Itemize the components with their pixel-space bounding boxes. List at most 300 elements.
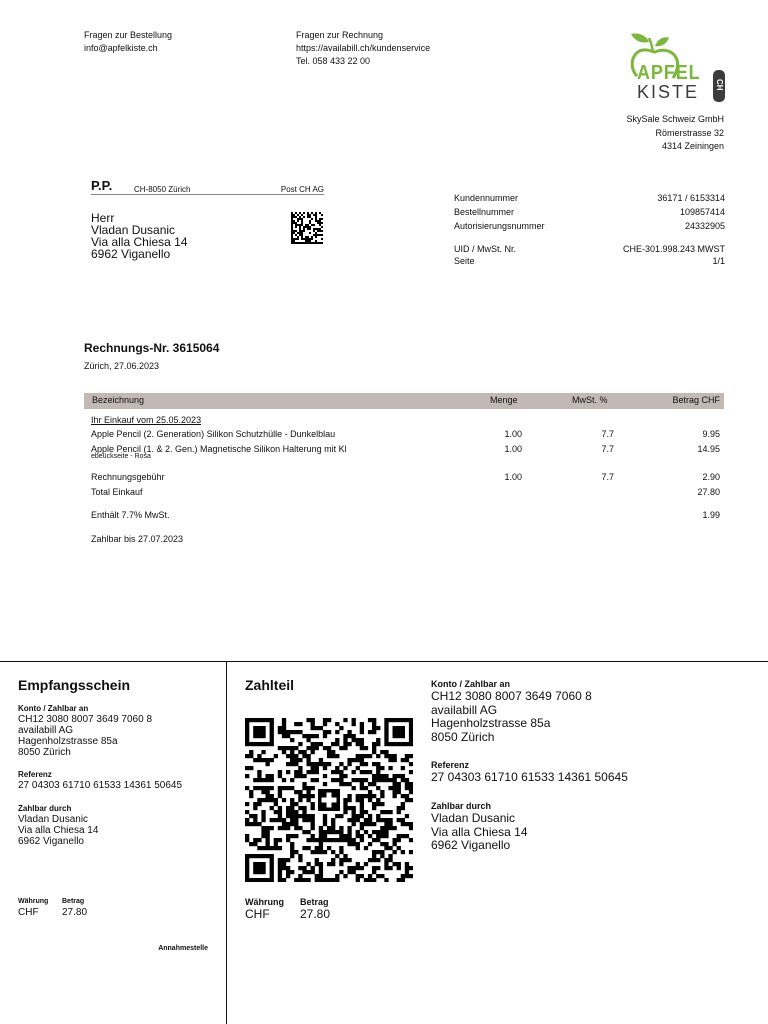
receipt-currency-value: CHF xyxy=(18,907,39,918)
qr-module xyxy=(368,818,372,822)
datamatrix-module xyxy=(321,238,323,240)
invoice-contact-url[interactable]: https://availabill.ch/kundenservice xyxy=(296,43,431,53)
datamatrix-module xyxy=(313,230,315,232)
qr-module xyxy=(339,834,343,838)
qr-module xyxy=(364,878,368,882)
qr-module xyxy=(253,822,257,826)
qr-module xyxy=(270,734,274,738)
qr-module xyxy=(384,842,388,846)
qr-module xyxy=(306,762,310,766)
qr-module xyxy=(397,782,401,786)
qr-module xyxy=(270,786,274,790)
qr-module xyxy=(327,730,331,734)
qr-module xyxy=(282,858,286,862)
datamatrix-module xyxy=(313,228,315,230)
qr-module xyxy=(327,846,331,850)
payment-title: Zahlteil xyxy=(245,677,295,693)
qr-module xyxy=(343,838,347,842)
qr-module xyxy=(368,814,372,818)
item-amount: 9.95 xyxy=(702,429,720,439)
datamatrix-module xyxy=(301,236,303,238)
qr-module xyxy=(261,778,265,782)
qr-module xyxy=(270,826,274,830)
qr-module xyxy=(376,770,380,774)
qr-module xyxy=(388,754,392,758)
qr-module xyxy=(265,762,269,766)
qr-module xyxy=(257,778,261,782)
qr-module xyxy=(388,742,392,746)
qr-module xyxy=(372,866,376,870)
qr-module xyxy=(290,806,294,810)
datamatrix-module xyxy=(291,224,293,226)
qr-module xyxy=(327,878,331,882)
qr-module xyxy=(302,750,306,754)
payment-payer-label: Zahlbar durch xyxy=(431,801,492,811)
qr-module xyxy=(376,786,380,790)
qr-module xyxy=(278,806,282,810)
qr-module xyxy=(380,778,384,782)
qr-module xyxy=(261,878,265,882)
qr-module xyxy=(302,786,306,790)
qr-module xyxy=(311,866,315,870)
datamatrix-module xyxy=(307,238,309,240)
datamatrix-module xyxy=(291,242,293,244)
datamatrix-module xyxy=(303,238,305,240)
datamatrix-module xyxy=(315,228,317,230)
postage-post: Post CH AG xyxy=(280,185,324,194)
qr-module xyxy=(315,746,319,750)
datamatrix-module xyxy=(305,242,307,244)
qr-module xyxy=(306,734,310,738)
qr-module xyxy=(294,822,298,826)
qr-module xyxy=(331,838,335,842)
datamatrix-module xyxy=(305,226,307,228)
qr-module xyxy=(384,834,388,838)
datamatrix-module xyxy=(299,226,301,228)
qr-module xyxy=(388,778,392,782)
qr-module xyxy=(405,718,409,722)
qr-module xyxy=(270,874,274,878)
qr-module xyxy=(352,786,356,790)
qr-module xyxy=(331,754,335,758)
qr-module xyxy=(249,854,253,858)
qr-module xyxy=(409,726,413,730)
qr-module xyxy=(360,834,364,838)
qr-module xyxy=(253,814,257,818)
qr-module xyxy=(384,742,388,746)
meta-value-auth: 24332905 xyxy=(684,221,725,231)
datamatrix-module xyxy=(319,212,321,214)
col-header-qty: Menge xyxy=(490,395,518,405)
order-contact-email[interactable]: info@apfelkiste.ch xyxy=(84,43,158,53)
datamatrix-module xyxy=(291,212,293,214)
qr-module xyxy=(356,758,360,762)
qr-module xyxy=(376,766,380,770)
qr-module xyxy=(323,722,327,726)
qr-module xyxy=(306,718,310,722)
qr-module xyxy=(372,858,376,862)
qr-module xyxy=(311,746,315,750)
qr-module xyxy=(397,818,401,822)
qr-module xyxy=(319,838,323,842)
qr-module xyxy=(372,794,376,798)
qr-module xyxy=(286,870,290,874)
qr-module xyxy=(372,778,376,782)
qr-module xyxy=(319,742,323,746)
qr-module xyxy=(409,850,413,854)
qr-module xyxy=(380,750,384,754)
qr-module xyxy=(384,858,388,862)
qr-module xyxy=(384,822,388,826)
qr-module xyxy=(302,818,306,822)
datamatrix-module xyxy=(293,230,295,232)
qr-module xyxy=(319,826,323,830)
qr-module xyxy=(360,794,364,798)
receipt-currency-label: Währung xyxy=(18,898,49,905)
apfelkiste-logo xyxy=(625,28,725,104)
qr-module xyxy=(270,722,274,726)
qr-module xyxy=(405,786,409,790)
qr-module xyxy=(298,806,302,810)
qr-module xyxy=(352,838,356,842)
qr-module xyxy=(339,838,343,842)
qr-module xyxy=(384,846,388,850)
datamatrix-module xyxy=(299,212,301,214)
datamatrix-module xyxy=(293,242,295,244)
item-qty: 1.00 xyxy=(504,429,522,439)
qr-module xyxy=(261,750,265,754)
qr-module xyxy=(261,758,265,762)
qr-module xyxy=(253,806,257,810)
item-desc: Rechnungsgebühr xyxy=(91,472,165,482)
qr-module xyxy=(311,718,315,722)
qr-module xyxy=(286,826,290,830)
qr-module xyxy=(331,742,335,746)
qr-module xyxy=(352,778,356,782)
qr-module xyxy=(319,862,323,866)
datamatrix-module xyxy=(309,232,311,234)
qr-module xyxy=(290,822,294,826)
qr-module xyxy=(388,826,392,830)
qr-module xyxy=(298,722,302,726)
qr-module xyxy=(306,738,310,742)
datamatrix-module xyxy=(291,230,293,232)
datamatrix-module xyxy=(321,230,323,232)
qr-module xyxy=(265,830,269,834)
qr-module xyxy=(302,806,306,810)
qr-module xyxy=(356,742,360,746)
qr-module xyxy=(298,770,302,774)
qr-module xyxy=(376,726,380,730)
qr-module xyxy=(257,802,261,806)
qr-module xyxy=(245,774,249,778)
qr-module xyxy=(384,730,388,734)
qr-module xyxy=(372,854,376,858)
qr-module xyxy=(278,878,282,882)
qr-module xyxy=(356,842,360,846)
qr-module xyxy=(384,862,388,866)
qr-module xyxy=(356,738,360,742)
meta-row xyxy=(454,192,725,206)
qr-module xyxy=(282,722,286,726)
qr-module xyxy=(270,730,274,734)
qr-module xyxy=(360,762,364,766)
datamatrix-module xyxy=(295,216,297,218)
qr-module xyxy=(360,746,364,750)
qr-module xyxy=(245,818,249,822)
qr-module xyxy=(393,758,397,762)
qr-module xyxy=(405,834,409,838)
qr-module xyxy=(253,802,257,806)
qr-module xyxy=(261,834,265,838)
qr-module xyxy=(261,830,265,834)
qr-module xyxy=(282,734,286,738)
qr-module xyxy=(352,842,356,846)
qr-module xyxy=(249,842,253,846)
qr-module xyxy=(393,774,397,778)
qr-module xyxy=(315,778,319,782)
qr-module xyxy=(376,778,380,782)
qr-module xyxy=(380,818,384,822)
qr-module xyxy=(409,826,413,830)
qr-module xyxy=(261,862,265,866)
qr-module xyxy=(372,722,376,726)
meta-label-order: Bestellnummer xyxy=(454,207,515,217)
qr-module xyxy=(372,730,376,734)
datamatrix-module xyxy=(297,224,299,226)
qr-module xyxy=(311,742,315,746)
qr-module xyxy=(352,870,356,874)
datamatrix-module xyxy=(319,222,321,224)
payment-account-label: Konto / Zahlbar an xyxy=(431,679,511,689)
datamatrix-module xyxy=(299,224,301,226)
qr-module xyxy=(331,862,335,866)
meta-row xyxy=(454,255,725,267)
datamatrix-module xyxy=(319,242,321,244)
order-contact xyxy=(84,29,172,55)
qr-module xyxy=(286,858,290,862)
qr-module xyxy=(360,826,364,830)
qr-module xyxy=(364,810,368,814)
postage-zip-city: CH-8050 Zürich xyxy=(134,185,191,194)
datamatrix-module xyxy=(303,216,305,218)
qr-module xyxy=(323,834,327,838)
qr-module xyxy=(372,806,376,810)
qr-module xyxy=(323,830,327,834)
qr-module xyxy=(253,786,257,790)
qr-module xyxy=(265,786,269,790)
payment-reference xyxy=(431,760,751,785)
receipt-reference-value: 27 04303 61710 61533 14361 50645 xyxy=(18,780,183,791)
datamatrix-module xyxy=(315,218,317,220)
qr-module xyxy=(343,806,347,810)
qr-module xyxy=(261,814,265,818)
qr-module xyxy=(335,770,339,774)
qr-module xyxy=(290,850,294,854)
qr-module xyxy=(401,822,405,826)
receipt-payer-street: Via alla Chiesa 14 xyxy=(18,825,99,836)
qr-module xyxy=(298,858,302,862)
qr-module xyxy=(343,766,347,770)
qr-module xyxy=(306,786,310,790)
qr-module xyxy=(270,742,274,746)
qr-module xyxy=(270,794,274,798)
qr-module xyxy=(368,718,372,722)
qr-module xyxy=(339,770,343,774)
datamatrix-module xyxy=(315,212,317,214)
qr-module xyxy=(290,746,294,750)
qr-module xyxy=(298,798,302,802)
qr-module xyxy=(270,818,274,822)
qr-module xyxy=(339,782,343,786)
payment-payer-name: Vladan Dusanic xyxy=(431,811,516,825)
postage-line xyxy=(91,179,324,195)
vat-note-label: Enthält 7.7% MwSt. xyxy=(91,510,170,520)
qr-module xyxy=(265,758,269,762)
qr-module xyxy=(360,758,364,762)
receipt-account-iban: CH12 3080 8007 3649 7060 8 xyxy=(18,714,153,725)
qr-module xyxy=(347,734,351,738)
qr-module xyxy=(393,742,397,746)
meta-label-customer: Kundennummer xyxy=(454,193,519,203)
qr-module xyxy=(335,778,339,782)
datamatrix-module xyxy=(307,212,309,214)
datamatrix-module xyxy=(313,234,315,236)
payment-reference-label: Referenz xyxy=(431,760,470,770)
datamatrix-module xyxy=(295,226,297,228)
qr-module xyxy=(319,846,323,850)
qr-module xyxy=(282,866,286,870)
datamatrix-module xyxy=(297,214,299,216)
item-desc: Apple Pencil (2. Generation) Silikon Schutzhülle - Dunkelblau xyxy=(91,429,336,439)
qr-module xyxy=(286,838,290,842)
qr-module xyxy=(323,762,327,766)
qr-module xyxy=(409,734,413,738)
qr-module xyxy=(368,790,372,794)
qr-module xyxy=(319,842,323,846)
qr-module xyxy=(302,734,306,738)
qr-module xyxy=(401,742,405,746)
qr-module xyxy=(343,810,347,814)
datamatrix-module xyxy=(311,242,313,244)
datamatrix-module xyxy=(291,214,293,216)
receipt-account-city: 8050 Zürich xyxy=(18,747,71,758)
qr-module xyxy=(270,738,274,742)
qr-module xyxy=(282,878,286,882)
qr-module xyxy=(380,826,384,830)
qr-module xyxy=(339,746,343,750)
qr-module xyxy=(397,866,401,870)
qr-module xyxy=(253,862,257,866)
qr-module xyxy=(335,830,339,834)
qr-module xyxy=(249,750,253,754)
qr-module xyxy=(360,754,364,758)
payment-amount-value: 27.80 xyxy=(300,907,331,921)
qr-module xyxy=(352,718,356,722)
acceptance-point: Annahmestelle xyxy=(158,945,208,952)
qr-module xyxy=(286,762,290,766)
qr-module xyxy=(384,830,388,834)
qr-module xyxy=(282,862,286,866)
qr-module xyxy=(323,746,327,750)
datamatrix-module xyxy=(301,242,303,244)
qr-module xyxy=(294,826,298,830)
qr-module xyxy=(368,798,372,802)
qr-module xyxy=(311,870,315,874)
datamatrix-module xyxy=(321,222,323,224)
qr-module xyxy=(306,758,310,762)
qr-module xyxy=(393,842,397,846)
qr-module xyxy=(372,750,376,754)
qr-module xyxy=(257,726,261,730)
qr-module xyxy=(347,762,351,766)
datamatrix-module xyxy=(309,240,311,242)
qr-module xyxy=(306,830,310,834)
logo-word-kiste: KISTE xyxy=(637,82,700,102)
qr-module xyxy=(265,826,269,830)
recipient-name: Vladan Dusanic xyxy=(91,223,176,237)
qr-module xyxy=(298,878,302,882)
qr-module xyxy=(405,874,409,878)
qr-module xyxy=(306,818,310,822)
datamatrix-module xyxy=(319,224,321,226)
qr-module xyxy=(274,754,278,758)
qr-module xyxy=(278,810,282,814)
payment-account-city: 8050 Zürich xyxy=(431,729,495,744)
qr-module xyxy=(249,754,253,758)
datamatrix-module xyxy=(319,234,321,236)
qr-module xyxy=(384,778,388,782)
datamatrix-module xyxy=(311,218,313,220)
qr-module xyxy=(257,770,261,774)
qr-module xyxy=(339,850,343,854)
datamatrix-module xyxy=(295,242,297,244)
qr-module xyxy=(360,802,364,806)
qr-module xyxy=(335,874,339,878)
qr-module xyxy=(270,866,274,870)
datamatrix-module xyxy=(315,236,317,238)
qr-module xyxy=(331,818,335,822)
qr-module xyxy=(249,794,253,798)
qr-module xyxy=(331,858,335,862)
qr-module xyxy=(368,782,372,786)
qr-module xyxy=(290,802,294,806)
invoice-contact-title: Fragen zur Rechnung xyxy=(296,30,384,40)
qr-module xyxy=(335,854,339,858)
qr-module xyxy=(364,786,368,790)
qr-module xyxy=(261,818,265,822)
qr-module xyxy=(356,754,360,758)
qr-module xyxy=(290,730,294,734)
qr-module xyxy=(294,774,298,778)
qr-module xyxy=(257,862,261,866)
qr-module xyxy=(347,838,351,842)
datamatrix-module xyxy=(309,242,311,244)
payment-account-iban: CH12 3080 8007 3649 7060 8 xyxy=(431,689,592,703)
datamatrix-module xyxy=(293,232,295,234)
receipt-currency xyxy=(18,897,48,918)
qr-module xyxy=(319,834,323,838)
qr-module xyxy=(393,790,397,794)
item-vat: 7.7 xyxy=(601,444,614,454)
qr-module xyxy=(306,798,310,802)
qr-module xyxy=(352,818,356,822)
meta-value-order: 109857414 xyxy=(679,207,725,217)
qr-module xyxy=(405,870,409,874)
qr-module xyxy=(257,838,261,842)
qr-module xyxy=(245,722,249,726)
qr-module xyxy=(306,846,310,850)
